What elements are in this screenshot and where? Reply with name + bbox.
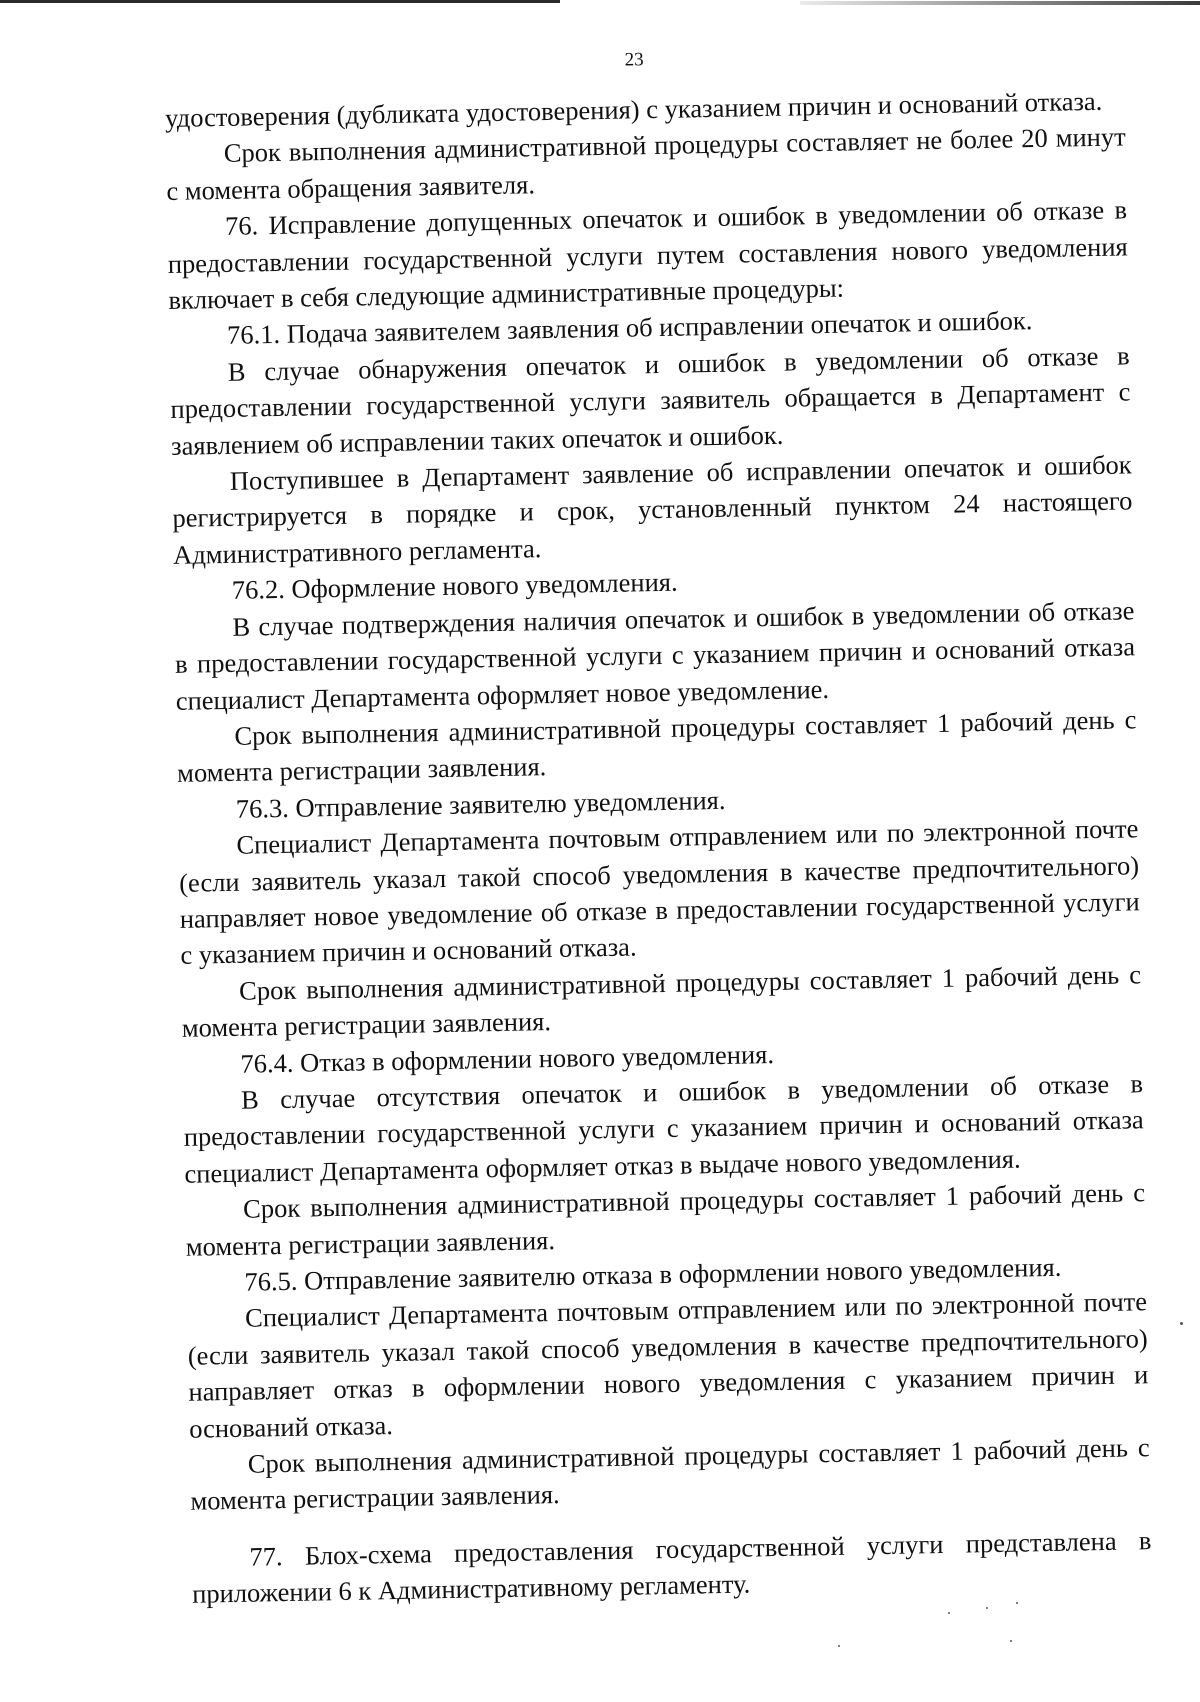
scan-speck xyxy=(838,1645,840,1647)
paragraph-item-77: 77. Блох-схема предоставления государственной услуги представлена в приложении 6 к Административному регламенту. xyxy=(191,1525,1152,1609)
scan-speck xyxy=(1180,1322,1183,1325)
subheading-76-4: 76.4. Отказ в оформлении нового уведомления. xyxy=(240,1038,775,1079)
paragraph-76-3-term: Срок выполнения административной процедуры составляет 1 рабочий день с момента регистрации заявления. xyxy=(181,959,1142,1043)
paragraph-refusal-continuation: удостоверения (дубликата удостоверения) с указанием причин и оснований отказа. xyxy=(164,85,1103,133)
scan-edge-top-right xyxy=(800,1,1200,5)
scan-speck xyxy=(948,1612,950,1614)
subheading-76-1: 76.1. Подача заявителем заявления об исправлении опечаток и ошибок. xyxy=(226,305,1033,351)
subheading-76-5: 76.5. Отправление заявителю отказа в оформлении нового уведомления. xyxy=(244,1251,1062,1297)
scan-speck xyxy=(986,1607,988,1609)
paragraph-76-2-confirmation: В случае подтверждения наличия опечаток и ошибок в уведомлении об отказе в предоставлении государственной услуги с указанием причин и оснований отказа специалист Департамента оформляет новое уведомление. xyxy=(174,595,1136,716)
paragraph-76-5-sending: Специалист Департамента почтовым отправлением или по электронной почте (если заявитель указал такой способ уведомления в качестве предпочтительного) направляет отказ в оформлении нового уведомления с указанием причин и оснований отказа. xyxy=(187,1286,1149,1444)
document-page xyxy=(164,38,1152,1612)
paragraph-76-3-sending: Специалист Департамента почтовым отправлением или по электронной почте (если заявитель указал такой способ уведомления в качестве предпочтительного) направляет новое уведомление об отказе в предоставлении государственной услуги с указанием причин и оснований отказа. xyxy=(178,813,1140,971)
subheading-76-3: 76.3. Отправление заявителю уведомления. xyxy=(235,784,726,824)
scan-speck xyxy=(1010,1640,1012,1642)
paragraph-procedure-term-20-minutes: Срок выполнения административной процедуры составляет не более 20 минут с момента обращения заявителя. xyxy=(166,121,1126,206)
scan-edge-top xyxy=(0,0,560,3)
scan-speck xyxy=(1016,1602,1018,1604)
paragraph-76-4-term: Срок выполнения административной процедуры составляет 1 рабочий день с момента регистрации заявления. xyxy=(185,1177,1146,1262)
document-body xyxy=(165,82,1153,1612)
page-number: 23 xyxy=(624,49,644,71)
paragraph-item-76: 76. Исправление допущенных опечаток и ошибок в уведомлении об отказе в предоставлении государственной услуги путем составления нового уведомления включает в себя следующие административные процедуры: xyxy=(167,194,1128,315)
subheading-76-2: 76.2. Оформление нового уведомления. xyxy=(231,566,678,606)
paragraph-76-5-term: Срок выполнения административной процедуры составляет 1 рабочий день с момента регистрации заявления. xyxy=(190,1432,1150,1517)
paragraph-76-1-registration: Поступившее в Департамент заявление об исправлении опечаток и ошибок регистрируется в порядке и срок, установленный пунктом 24 настоящего Административного регламента. xyxy=(172,449,1133,570)
paragraph-76-1-detection: В случае обнаружения опечаток и ошибок в уведомлении об отказе в предоставлении государственной услуги заявитель обращается в Департамент с заявлением об исправлении таких опечаток и ошибок. xyxy=(170,340,1131,461)
paragraph-76-4-absence: В случае отсутствия опечаток и ошибок в уведомлении об отказе в предоставлении государственной услуги с указанием причин и оснований отказа специалист Департамента оформляет отказ в выдаче нового уведомления. xyxy=(183,1068,1144,1189)
paragraph-76-2-term: Срок выполнения административной процедуры составляет 1 рабочий день с момента регистрации заявления. xyxy=(176,704,1137,789)
